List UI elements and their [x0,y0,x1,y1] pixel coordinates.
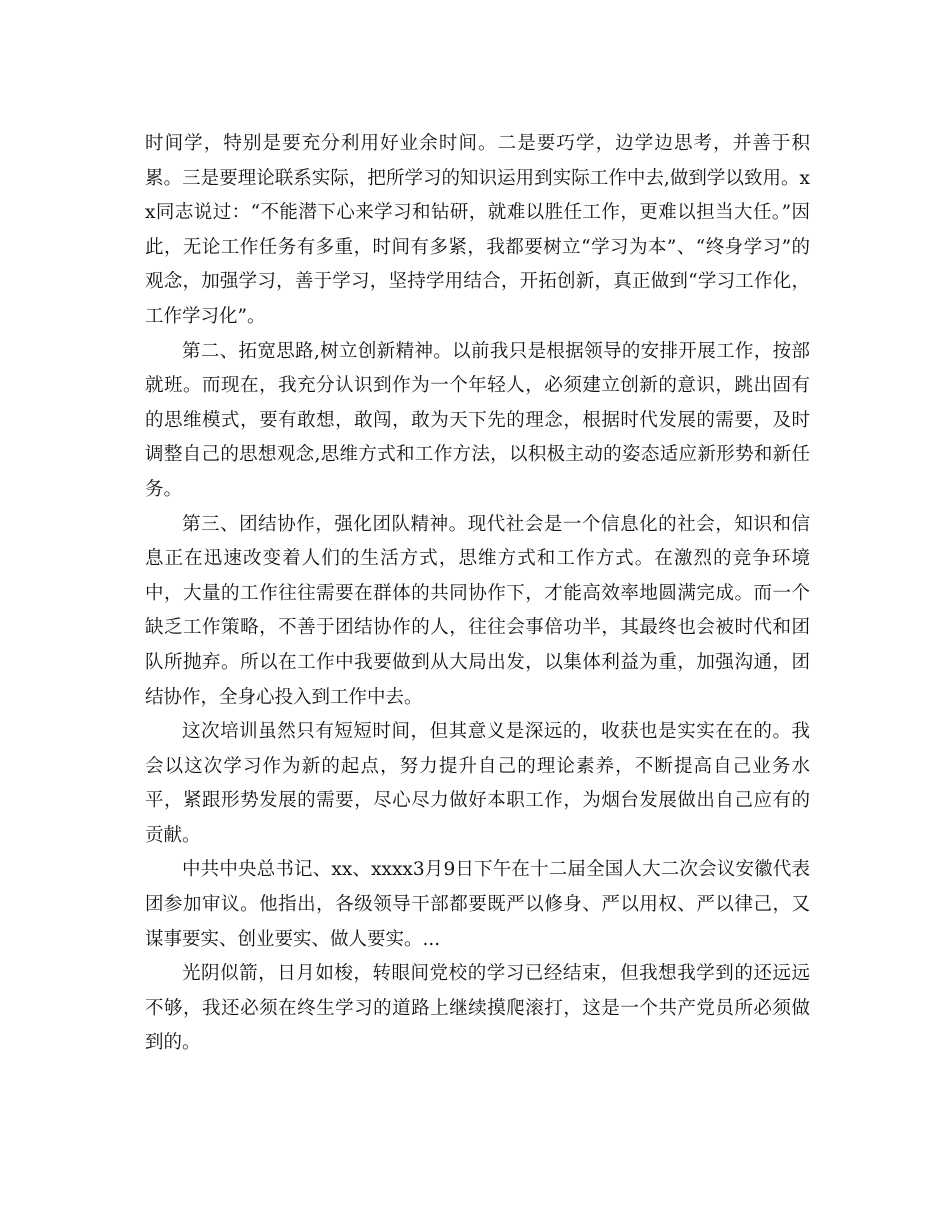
paragraph-6: 光阴似箭，日月如梭，转眼间党校的学习已经结束，但我想我学到的还远远不够，我还必须在终生学习的道路上继续摸爬滚打，这是一个共产党员所必须做到的。 [145,963,810,1054]
document-body [145,127,810,1061]
paragraph-3: 第三、团结协作，强化团队精神。现代社会是一个信息化的社会，知识和信息正在迅速改变着人们的生活方式，思维方式和工作方式。在激烈的竞争环境中，大量的工作往往需要在群体的共同协作下，才能高效率地圆满完成。而一个缺乏工作策略，不善于团结协作的人，往往会事倍功半，其最终也会被时代和团队所抛弃。所以在工作中我要做到从大局出发，以集体利益为重，加强沟通，团结协作，全身心投入到工作中去。 [145,513,810,708]
paragraph-4: 这次培训虽然只有短短时间，但其意义是深远的，收获也是实实在在的。我会以这次学习作为新的起点，努力提升自己的理论素养，不断提高自己业务水平，紧跟形势发展的需要，尽心尽力做好本职工作，为烟台发展做出自己应有的贡献。 [145,721,810,846]
paragraph-2: 第二、拓宽思路,树立创新精神。以前我只是根据领导的安排开展工作，按部就班。而现在，我充分认识到作为一个年轻人，必须建立创新的意识，跳出固有的思维模式，要有敢想，敢闯，敢为天下先的理念，根据时代发展的需要，及时调整自己的思想观念,思维方式和工作方法，以积极主动的姿态适应新形势和新任务。 [145,340,810,500]
paragraph-5: 中共中央总书记、xx、xxxx3月9日下午在十二届全国人大二次会议安徽代表团参加审议。他指出，各级领导干部都要既严以修身、严以用权、严以律己，又谋事要实、创业要实、做人要实。... [145,859,810,950]
paragraph-1: 时间学，特别是要充分利用好业余时间。二是要巧学，边学边思考，并善于积累。三是要理论联系实际，把所学习的知识运用到实际工作中去,做到学以致用。xx同志说过：“不能潜下心来学习和钻研，就难以胜任工作，更难以担当大任。”因此，无论工作任务有多重，时间有多紧，我都要树立“学习为本”、“终身学习”的观念，加强学习，善于学习，坚持学用结合，开拓创新，真正做到“学习工作化，工作学习化”。 [145,133,810,327]
